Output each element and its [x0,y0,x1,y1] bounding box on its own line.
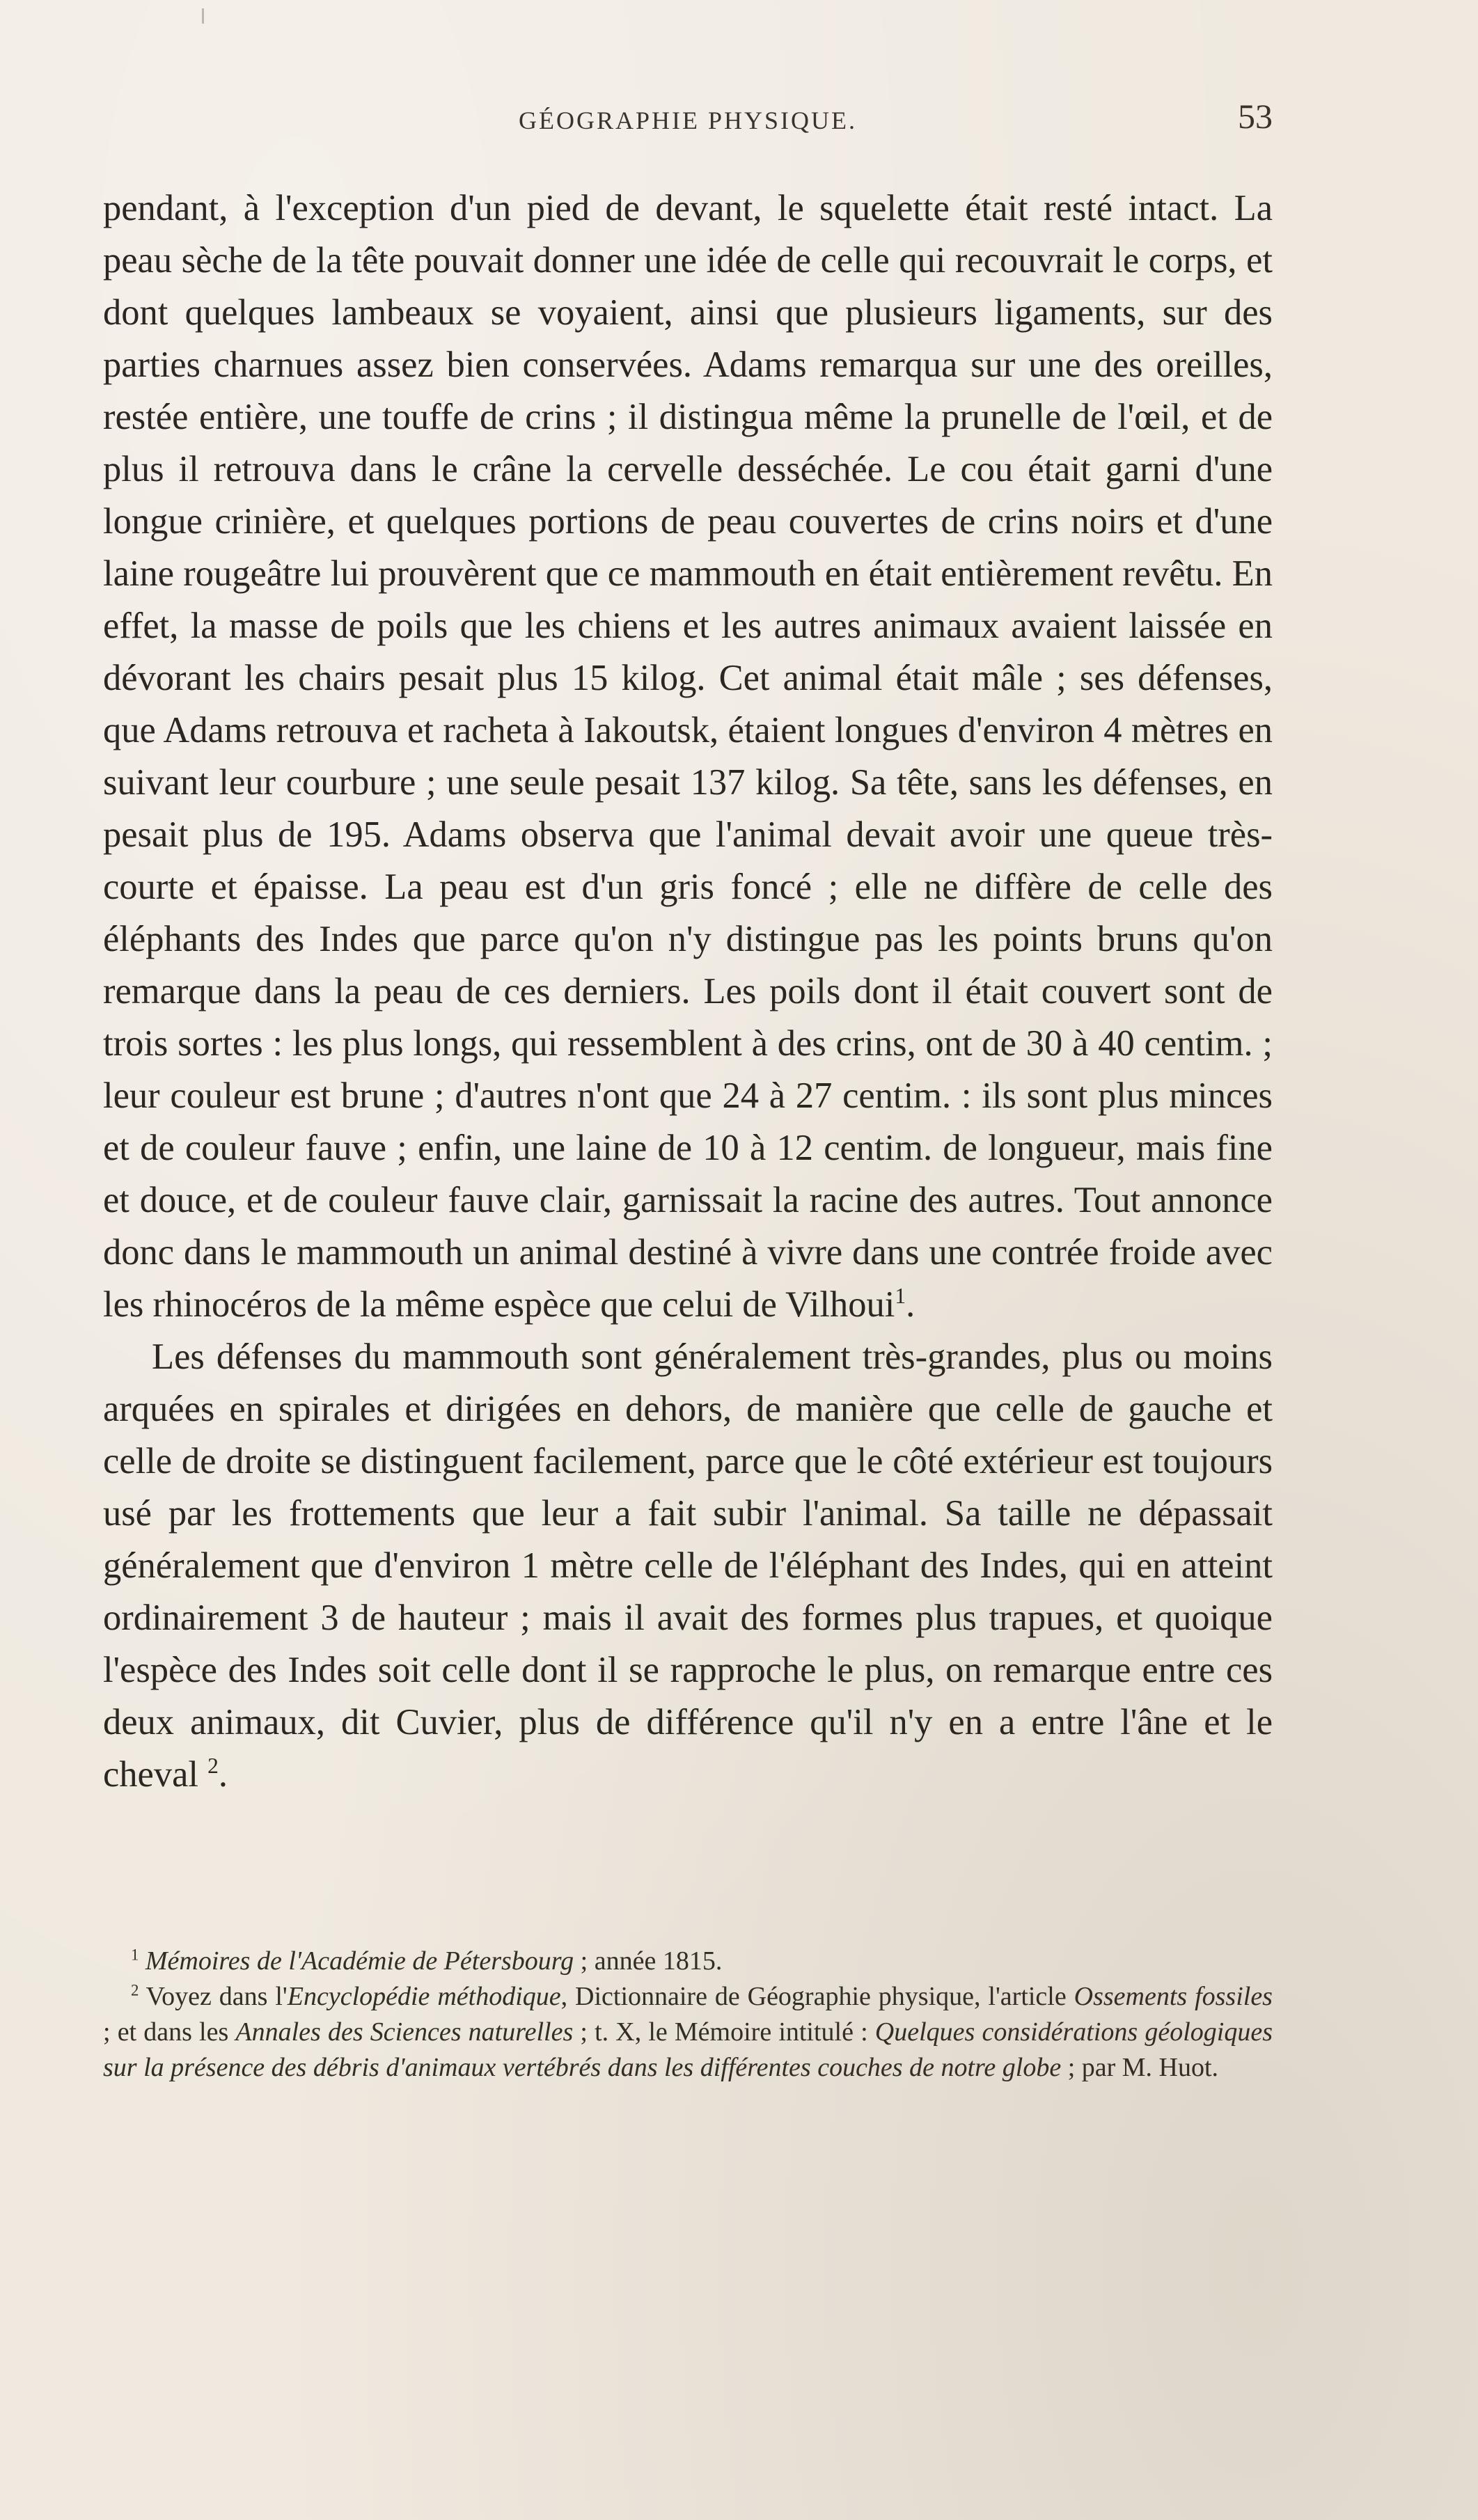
footnote-2-text-2: , Dictionnaire de Géographie physique, l'article [560,1982,1074,2011]
paragraph-2 [103,1331,1273,1801]
footnote-2-italic-4: Quelques considérations géologiques sur la présence des débris d'animaux vertébrés dans les différentes couches de notre globe [103,2017,1273,2082]
footnote-1-title: Mémoires de l'Académie de Pétersbourg [145,1946,574,1976]
footnotes [103,1944,1273,2086]
footnote-ref-1: 1 [895,1284,906,1309]
paragraph-1-text: pendant, à l'exception d'un pied de devant, le squelette était resté intact. La peau sèche de la tête pouvait donner une idée de celle qui recouvrait le corps, et dont quelques lambeaux se voyaient, ainsi que plusieurs ligaments, sur des parties charnues assez bien conservées. Adams remarqua sur une des oreilles, restée entière, une touffe de crins ; il distingua même la prunelle de l'œil, et de plus il retrouva dans le crâne la cervelle desséchée. Le cou était garni d'une longue crinière, et quelques portions de peau couvertes de crins noirs et d'une laine rougeâtre lui prouvèrent que ce mammouth en était entièrement revêtu. En effet, la masse de poils que les chiens et les autres animaux avaient laissée en dévorant les chairs pesait plus 15 kilog. Cet animal était mâle ; ses défenses, que Adams retrouva et racheta à Iakoutsk, étaient longues d'environ 4 mètres en suivant leur courbure ; une seule pesait 137 kilog. Sa tête, sans les défenses, en pesait plus de 195. Adams observa que l'animal devait avoir une queue très-courte et épaisse. La peau est d'un gris foncé ; elle ne diffère de celle des éléphants des Indes que parce qu'on n'y distingue pas les points bruns qu'on remarque dans la peau de ces derniers. Les poils dont il était couvert sont de trois sortes : les plus longs, qui ressemblent à des crins, ont de 30 à 40 centim. ; leur couleur est brune ; d'autres n'ont que 24 à 27 centim. : ils sont plus minces et de couleur fauve ; enfin, une laine de 10 à 12 centim. de longueur, mais fine et douce, et de couleur fauve clair, garnissait la racine des autres. Tout annonce donc dans le mammouth un animal destiné à vivre dans une contrée froide avec les rhinocéros de la même espèce que celui de Vilhoui [103,188,1273,1325]
paper-speck [202,8,204,24]
footnote-ref-2: 2 [207,1754,219,1779]
footnote-2-italic-3: Annales des Sciences naturelles [235,2017,574,2047]
footnote-2-number: 2 [131,1981,139,1999]
footnote-2-text-1: Voyez dans l' [146,1982,288,2011]
page-number: 53 [1238,97,1273,136]
footnote-2-italic-1: Encyclopédie méthodique [287,1982,561,2011]
paragraph-1 [103,182,1273,1331]
footnote-1-rest: ; année 1815. [574,1946,723,1976]
footnote-2 [103,1979,1273,2086]
paragraph-2-text: Les défenses du mammouth sont généralement très-grandes, plus ou moins arquées en spirales et dirigées en dehors, de manière que celle de gauche et celle de droite se distinguent facilement, parce que le côté extérieur est toujours usé par les frottements que leur a fait subir l'animal. Sa taille ne dépassait généralement que d'environ 1 mètre celle de l'éléphant des Indes, qui en atteint ordinairement 3 de hauteur ; mais il avait des formes plus trapues, et quoique l'espèce des Indes soit celle dont il se rapproche le plus, on remarque entre ces deux animaux, dit Cuvier, plus de différence qu'il n'y en a entre l'âne et le cheval [103,1337,1273,1795]
footnote-2-text-3: ; et dans les [103,2017,236,2047]
body-text [103,182,1273,1801]
paragraph-2-end: . [218,1754,228,1795]
footnote-1 [103,1944,1273,1979]
footnote-2-text-5: ; par M. Huot. [1061,2053,1219,2082]
page-header [103,96,1273,145]
running-title: GÉOGRAPHIE PHYSIQUE. [518,107,857,134]
footnote-2-italic-2: Ossements fossiles [1074,1982,1273,2011]
footnote-2-text-4: ; t. X, le Mémoire intitulé : [573,2017,875,2047]
paragraph-1-end: . [906,1284,915,1325]
footnote-1-number: 1 [131,1946,139,1964]
